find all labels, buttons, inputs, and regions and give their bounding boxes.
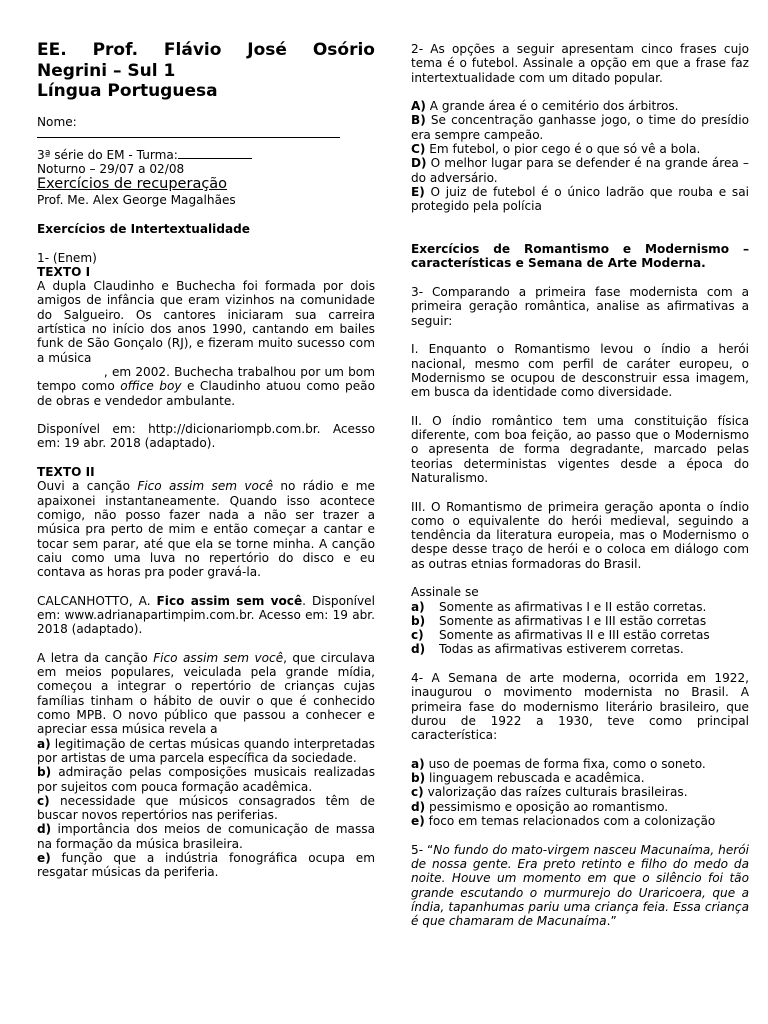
subject-title: Língua Portuguesa — [37, 81, 218, 101]
option-key: e) — [37, 851, 51, 866]
school-name-line2: Negrini – Sul 1 — [37, 60, 176, 81]
option-text: foco em temas relacionados com a colonização — [428, 814, 716, 829]
q1-label: 1- (Enem) — [37, 250, 97, 265]
teacher: Prof. Me. Alex George Magalhães — [37, 193, 236, 208]
source1: Disponível em: http://dicionariompb.com.br. Acesso em: 19 abr. 2018 (adaptado). — [37, 422, 375, 451]
name-label: Nome: — [37, 114, 77, 129]
q4-option-d[interactable] — [411, 800, 749, 814]
option-text: linguagem rebuscada e acadêmica. — [429, 771, 645, 786]
q1-option-c[interactable] — [37, 794, 375, 823]
q2-option-b[interactable] — [411, 113, 749, 142]
option-text: necessidade que músicos consagrados têm de buscar novos repertórios nas periferias. — [37, 793, 375, 823]
option-text: uso de poemas de forma fixa, como o soneto. — [428, 756, 706, 771]
option-text: O juiz de futebol é o único ladrão que rouba e sai protegido pela polícia — [411, 184, 749, 214]
left-column — [37, 40, 375, 880]
q1-stem-b: , que circulava em meios populares, veiculada pela grande mídia, começou a integrar o repertório de crianças cujas famílias tinham o hábito de ouvir o que é conhecido como MPB. O novo público que passou a conhecer e apreciar essa música revela a — [37, 650, 375, 737]
option-text: função que a indústria fonográfica ocupa em resgatar músicas da periferia. — [37, 851, 375, 880]
source2-author: CALCANHOTTO, A. — [37, 593, 151, 608]
q5-stem — [411, 843, 749, 929]
option-text: admiração pelas composições musicais realizadas por sujeitos com pouca formação acadêmica. — [37, 765, 375, 794]
q2-option-a[interactable] — [411, 99, 749, 113]
q5-quote: No fundo do mato-virgem nasceu Macunaíma, herói de nossa gente. Era preto retinto e filho do medo da noite. Houve um momento em que o silêncio foi tão grande escutando o murmurejo do Uraricoera, que a índia, tapanhumas pariu uma criança feia. Essa criança é que chamaram de Macunaíma — [411, 842, 749, 929]
q1-stem-song: Fico assim sem você — [153, 650, 284, 665]
option-text: Todas as afirmativas estiverem corretas. — [439, 642, 684, 657]
q3-statement-ii: II. O índio romântico tem uma constituição física diferente, com boa feição, ao passo que o Modernismo o apresenta de forma degradante, marcado pelas teorias deterministas vigentes desde a época do Naturalismo. — [411, 413, 749, 485]
option-key: B) — [411, 113, 426, 128]
option-text: legitimação de certas músicas quando interpretadas por artistas de uma parcela específica da sociedade. — [37, 736, 375, 765]
source2-title: Fico assim sem você — [156, 593, 303, 608]
right-column — [411, 42, 749, 928]
option-key: C) — [411, 142, 426, 157]
q3-stem: 3- Comparando a primeira fase modernista com a primeira geração romântica, analise as afirmativas a seguir: — [411, 285, 749, 328]
school-name-line1: EE. Prof. Flávio José Osório — [37, 40, 375, 60]
q1-options — [37, 737, 375, 880]
q5-number: 5- “ — [411, 842, 434, 857]
q2-option-e[interactable] — [411, 185, 749, 214]
option-key: D) — [411, 156, 427, 171]
q1-option-b[interactable] — [37, 765, 375, 794]
q1-option-a[interactable] — [37, 737, 375, 766]
grade-turma — [37, 148, 375, 162]
texto1-part-a: A dupla Claudinho e Buchecha foi formada por dois amigos de infância que eram vizinhos na comunidade do Salgueiro. Os cantores iniciaram sua carreira artística no início dos anos 1990, cantando em bailes funk de São Gonçalo (RJ), e fizeram muito sucesso com a música — [37, 279, 375, 365]
option-key: b) — [411, 771, 426, 786]
option-text: Somente as afirmativas I e II estão corretas. — [439, 599, 707, 614]
q1-stem — [37, 651, 375, 737]
q4-option-c[interactable] — [411, 785, 749, 799]
q3-option-d[interactable] — [411, 642, 749, 656]
exercise-title: Exercícios de recuperação — [37, 176, 228, 193]
option-key: c) — [37, 793, 50, 808]
option-text: valorização das raízes culturais brasileiras. — [427, 785, 688, 800]
texto2-label: TEXTO II — [37, 465, 95, 480]
q1-option-d[interactable] — [37, 822, 375, 851]
option-text: Se concentração ganhasse jogo, o time do presídio era sempre campeão. — [411, 113, 749, 142]
option-text: importância dos meios de comunicação de massa na formação da música brasileira. — [37, 822, 375, 851]
texto2-song-title: Fico assim sem você — [137, 479, 274, 494]
q4-option-b[interactable] — [411, 771, 749, 785]
option-key: d) — [411, 642, 426, 657]
texto1-office-boy: office boy — [120, 379, 182, 394]
option-key: a) — [411, 599, 425, 614]
option-key: A) — [411, 99, 426, 114]
q1-option-e[interactable] — [37, 851, 375, 880]
q2-stem: 2- As opções a seguir apresentam cinco frases cujo tema é o futebol. Assinale a opção em que a frase faz intertextualidade com um ditado popular. — [411, 42, 749, 85]
option-key: e) — [411, 814, 425, 829]
option-key: b) — [37, 765, 52, 780]
option-text: Somente as afirmativas I e III estão corretas — [439, 613, 707, 628]
texto1-part-c: e Claudinho atuou como peão de obras e vendedor ambulante. — [37, 379, 375, 408]
q3-statement-iii: III. O Romantismo de primeira geração aponta o índio como o equivalente do herói medieval, seguindo a tendência da literatura europeia, mas o Modernismo o despe desse traço de herói e o coloca em diálogo com as outras etnias formadoras do Brasil. — [411, 499, 749, 571]
option-key: a) — [37, 736, 51, 751]
texto1-part-b: , em 2002. Buchecha trabalhou por um bom tempo como — [37, 364, 375, 394]
name-line[interactable] — [37, 129, 340, 138]
option-key: c) — [411, 785, 424, 800]
source2-rest: . Disponível em: www.adrianapartimpim.com.br. Acesso em: 19 abr. 2018 (adaptado). — [37, 593, 375, 637]
q4-options — [411, 757, 749, 828]
q2-option-d[interactable] — [411, 156, 749, 185]
q2-option-c[interactable] — [411, 142, 749, 156]
option-key: a) — [411, 756, 425, 771]
q5-quote-end: .” — [606, 914, 617, 929]
option-key: b) — [411, 613, 426, 628]
texto2-paragraph — [37, 479, 375, 579]
q4-option-e[interactable] — [411, 814, 749, 828]
option-key: E) — [411, 184, 425, 199]
option-text: Em futebol, o pior cego é o que só vê a bola. — [429, 142, 701, 157]
section-title-romantismo: Exercícios de Romantismo e Modernismo – características e Semana de Arte Moderna. — [411, 242, 749, 271]
q1-stem-a: A letra da canção — [37, 650, 148, 665]
q3-options — [411, 600, 749, 657]
q3-statement-i: I. Enquanto o Romantismo levou o índio a herói nacional, mesmo com perfil de caráter europeu, o Modernismo se ocupou de desconstruir essa imagem, em busca da identidade como diversidade. — [411, 342, 749, 400]
texto1-label: TEXTO I — [37, 264, 91, 279]
texto1-paragraph — [37, 279, 375, 408]
q4-option-a[interactable] — [411, 757, 749, 771]
option-key: d) — [37, 822, 52, 837]
option-text: O melhor lugar para se defender é na grande área – do adversário. — [411, 156, 749, 185]
q3-option-b[interactable] — [411, 614, 749, 628]
texto2-part-b: no rádio e me apaixonei instantaneamente. Quando isso acontece comigo, não posso fazer nada a não ser trazer a música pra perto de mim e então começar a cantar e tocar sem parar, até que ela se torne minha. A canção caiu como uma luva no repertório do disco e eu contava as horas pra poder gravá-la. — [37, 479, 375, 580]
q3-option-a[interactable] — [411, 600, 749, 614]
texto2-part-a: Ouvi a canção — [37, 479, 130, 494]
option-text: Somente as afirmativas II e III estão corretas — [439, 628, 710, 643]
q2-options — [411, 99, 749, 213]
q3-option-c[interactable] — [411, 628, 749, 642]
section-title-intertextualidade: Exercícios de Intertextualidade — [37, 221, 251, 236]
grade-turma-label: 3ª série do EM - Turma: — [37, 147, 178, 162]
turma-line[interactable] — [178, 158, 252, 159]
source2 — [37, 594, 375, 637]
option-key: c) — [411, 628, 424, 643]
option-key: d) — [411, 799, 426, 814]
option-text: A grande área é o cemitério dos árbitros. — [429, 99, 679, 114]
option-text: pessimismo e oposição ao romantismo. — [429, 799, 669, 814]
q4-stem: 4- A Semana de arte moderna, ocorrida em 1922, inaugurou o movimento modernista no Brasil. A primeira fase do modernismo literário brasileiro, que durou de 1922 a 1930, teve como principal característica: — [411, 671, 749, 743]
q3-assinale: Assinale se — [411, 585, 479, 600]
period: Noturno – 29/07 a 02/08 — [37, 162, 185, 177]
header-title — [37, 40, 375, 102]
